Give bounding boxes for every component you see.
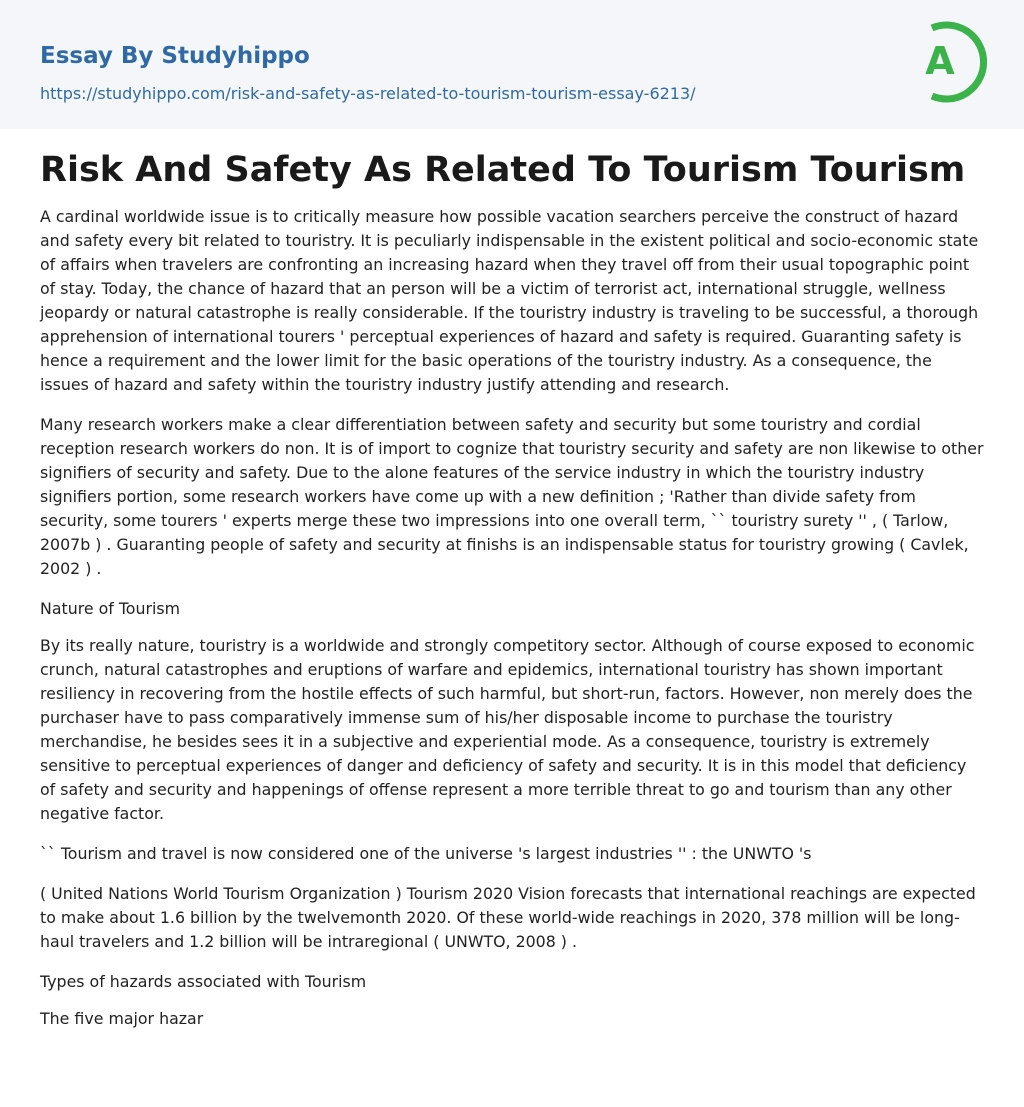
- section-heading-nature: Nature of Tourism: [40, 599, 180, 618]
- paragraph-nature: By its really nature, touristry is a worldwide and strongly competitory sector. Although of course exposed to economic crunch, natural catastrophes and eruptions of warfare and epidemics, international touristry has shown important resiliency in recovering from the hostile effects of such harmful, but short-run, factors. However, non merely does the purchaser have to pass comparatively immense sum of his/her disposable income to purchase the touristry merchandise, he besides sees it in a subjective and experiential mode. As a consequence, touristry is extremely sensitive to perceptual experiences of danger and deficiency of safety and security. It is in this model that deficiency of safety and security and happenings of offense represent a more terrible threat to go and tourism than any other negative factor.: [40, 636, 975, 823]
- paragraph-quote: `` Tourism and travel is now considered one of the universe 's largest industries '' : the UNWTO 's: [40, 844, 812, 863]
- site-brand[interactable]: Essay By Studyhippo: [40, 43, 310, 69]
- site-header: [0, 0, 1024, 129]
- logo-letter: A: [925, 39, 955, 83]
- paragraph-unwto: ( United Nations World Tourism Organization ) Tourism 2020 Vision forecasts that international reachings are expected to make about 1.6 billion by the twelvemonth 2020. Of these world-wide reachings in 2020, 378 million will be long-haul travelers and 1.2 billion will be intraregional ( UNWTO, 2008 ) .: [40, 884, 976, 951]
- paragraph-intro: A cardinal worldwide issue is to critically measure how possible vacation searchers perceive the construct of hazard and safety every bit related to touristry. It is peculiarly indispensable in the existent political and socio-economic state of affairs when travelers are confronting an increasing hazard when they travel off from their usual topographic point of stay. Today, the chance of hazard that an person will be a victim of terrorist act, international struggle, wellness jeopardy or natural catastrophe is really considerable. If the touristry industry is traveling to be successful, a thorough apprehension of international tourers ' perceptual experiences of hazard and safety is required. Guaranting safety is hence a requirement and the lower limit for the basic operations of the touristry industry. As a consequence, the issues of hazard and safety within the touristry industry justify attending and research.: [40, 207, 979, 394]
- paragraph-security: Many research workers make a clear differentiation between safety and security but some touristry and cordial reception research workers do non. It is of import to cognize that touristry security and safety are non likewise to other signifiers of security and safety. Due to the alone features of the service industry in which the touristry industry signifiers portion, some research workers have come up with a new definition ; 'Rather than divide safety from security, some tourers ' experts merge these two impressions into one overall term, `` touristry surety '' , ( Tarlow, 2007b ) . Guaranting people of safety and security at finishs is an indispensable status for touristry growing ( Cavlek, 2002 ) .: [40, 415, 984, 578]
- article-title: Risk And Safety As Related To Tourism Tourism: [40, 150, 966, 190]
- paragraph-truncated: The five major hazar: [40, 1009, 204, 1028]
- article: [0, 129, 1024, 1031]
- section-heading-hazards: Types of hazards associated with Tourism: [40, 972, 367, 991]
- studyhippo-logo-icon[interactable]: [910, 18, 988, 106]
- source-url-link[interactable]: https://studyhippo.com/risk-and-safety-as-related-to-tourism-tourism-essay-6213/: [40, 84, 696, 103]
